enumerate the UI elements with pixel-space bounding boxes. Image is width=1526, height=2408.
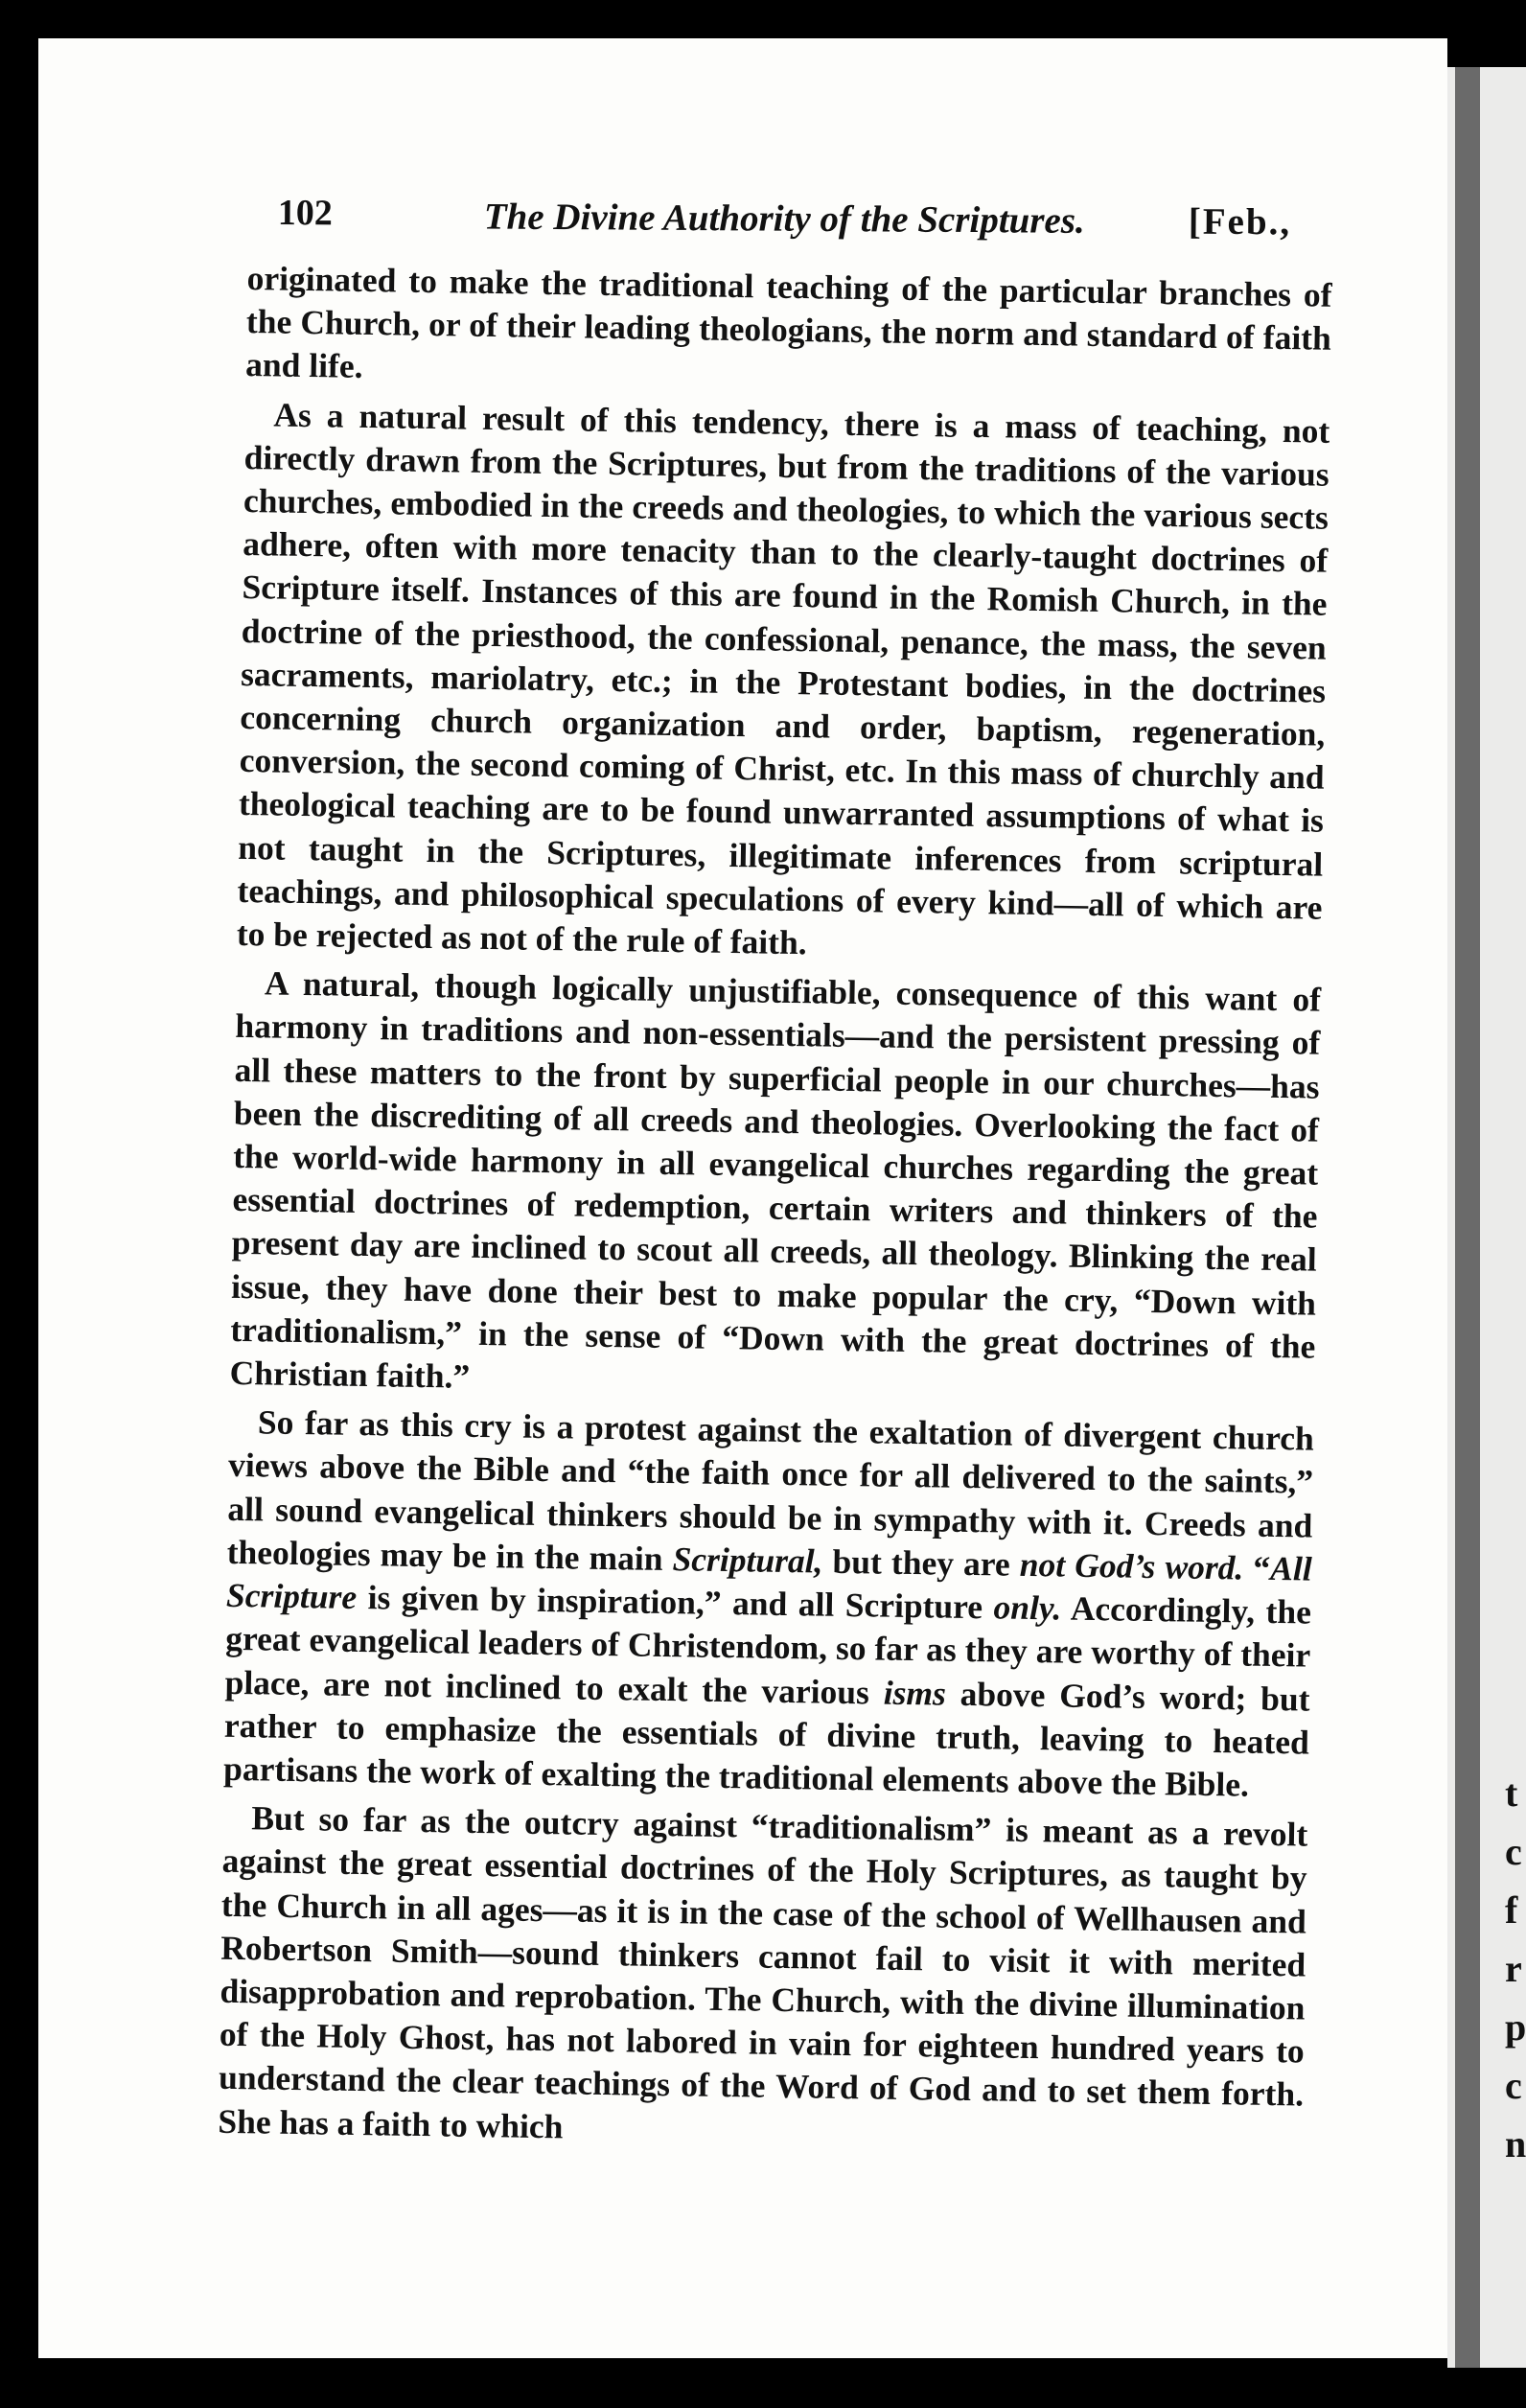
running-title: The Divine Authority of the Scriptures. — [483, 196, 1085, 242]
page-header — [278, 192, 1390, 257]
italic-text: not God’s word. — [1019, 1544, 1244, 1587]
paragraph: But so far as the outcry against “traditionalism” is meant as a revolt against the great essential doctrines of the Holy Scriptures, as taught by the Church in all ages—as it is in the case of the school of Wellhausen and Robertson Smith—sound thinkers cannot fail to visit it with merited disapprobation and reprobation. The Church, with the divine illumination of the Holy Ghost, has not labored in vain for eighteen hundred years to understand the clear teachings of the Word of God and to set them forth. She has a faith to which — [218, 1798, 1308, 2145]
text-run: but they are — [822, 1541, 1021, 1584]
paragraph — [223, 1401, 1314, 1808]
facing-page-text — [1505, 1764, 1526, 2173]
body-text — [218, 257, 1332, 2165]
facing-letter: n — [1505, 2122, 1526, 2165]
text-run: above God’s word; but rather to emphasize the essentials of divine truth, leaving to heated partisans the work of exalting the traditional elements above the Bible. — [222, 1674, 1310, 1804]
text-run: Accordingly, the great evangelical leaders of Christendom, so far as they are worthy of their place, are not inclined to exalt the various — [224, 1588, 1312, 1712]
facing-letter: c — [1505, 2064, 1522, 2107]
facing-page-gutter — [1455, 67, 1480, 2368]
facing-letter: t — [1505, 1771, 1518, 1815]
italic-text: All Scripture — [225, 1548, 1312, 1617]
text-run: So far as this cry is a protest against the exaltation of divergent church views above the Bible and “the faith once for all delivered to the saints,” all sound evangelical thinkers should be in sympathy with it. Creeds and theologies may be in the main — [226, 1402, 1315, 1579]
text-run: “ — [1243, 1548, 1271, 1587]
italic-text: only. — [993, 1587, 1062, 1628]
paragraph-continued: originated to make the traditional teaching of the particular branches of the Church, or of their leading theologians, the norm and standard of faith and life. — [244, 258, 1332, 386]
issue-month: [Feb., — [1188, 200, 1292, 243]
facing-letter: f — [1505, 1888, 1518, 1932]
page-number: 102 — [277, 192, 333, 234]
paragraph: A natural, though logically unjustifiable, consequence of this want of harmony in traditions and non-essentials—and the persistent pressing of all these matters to the front by superficial people in our churches—has been the discrediting of all creeds and theologies. Overlooking the fact of the world-wide harmony in all evangelical churches regarding the great essential doctrines of redemption, certain writers and thinkers of the present day are inclined to scout all creeds, all theology. Blinking the real issue, they have done their best to make popular the cry, “Down with traditionalism,” in the sense of “Down with the great doctrines of the Christian faith.” — [229, 963, 1322, 1396]
text-run: is given by inspiration,” and all Scripture — [356, 1578, 994, 1627]
italic-text: isms — [883, 1673, 947, 1713]
facing-letter: p — [1505, 2005, 1526, 2049]
facing-letter: c — [1505, 1830, 1522, 1873]
paragraph: As a natural result of this tendency, there is a mass of teaching, not directly drawn from the Scriptures, but from the traditions of the various churches, embodied in the creeds and theologies, to which the various sects adhere, often with more tenacity than to the clearly-taught doctrines of Scripture itself. Instances of this are found in the Romish Church, in the doctrine of the priesthood, the confessional, penance, the mass, the seven sacraments, mariolatry, etc.; in the Protestant bodies, in the doctrines concerning church organization and order, baptism, regeneration, conversion, the second coming of Christ, etc. In this mass of churchly and theological teaching are to be found unwarranted assumptions of what is not taught in the Scriptures, illegitimate inferences from scriptural teachings, and philosophical speculations of every kind—all of which are to be rejected as not of the rule of faith. — [236, 395, 1330, 962]
italic-text: Scriptural, — [672, 1540, 823, 1581]
facing-letter: r — [1505, 1947, 1522, 1990]
